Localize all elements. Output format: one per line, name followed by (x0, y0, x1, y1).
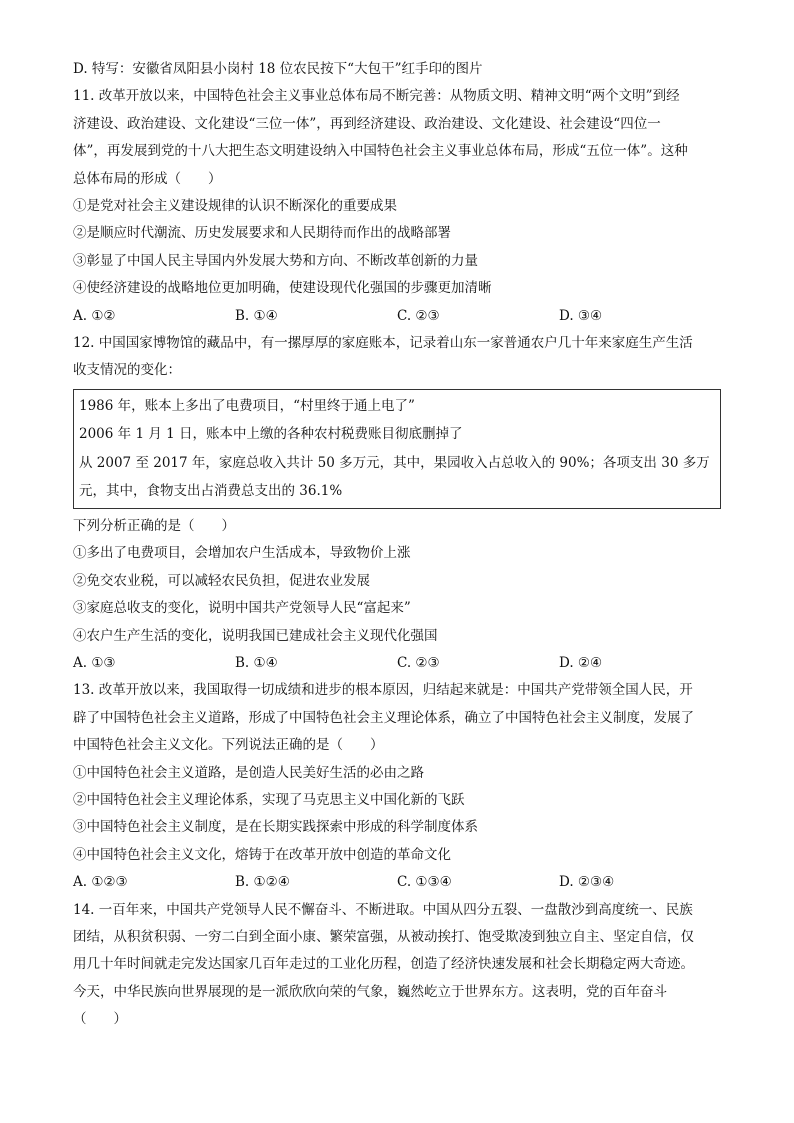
q12-statement: ①多出了电费项目，会增加农户生活成本，导致物价上涨 (73, 545, 411, 562)
q11-option-d[interactable]: D. ③④ (559, 307, 603, 324)
q13-option-d[interactable]: D. ②③④ (559, 874, 615, 891)
q12-statement: ②免交农业税，可以减轻农民负担，促进农业发展 (73, 572, 370, 589)
q12-statement: ④农户生产生活的变化，说明我国已建成社会主义现代化强国 (73, 627, 438, 644)
q13-stem-line: 13. 改革开放以来，我国取得一切成绩和进步的根本原因，归结起来就是：中国共产党带领全国人民，开 (73, 682, 693, 699)
q12-stem-line: 收支情况的变化： (73, 362, 181, 379)
q12-options (73, 650, 723, 677)
q11-statement: ④使经济建设的战略地位更加明确，使建设现代化强国的步骤更加清晰 (73, 280, 492, 297)
q14-stem-line: 团结，从积贫积弱、一穷二白到全面小康、繁荣富强，从被动挨打、饱受欺凌到独立自主、坚定自信，仅 (73, 928, 694, 945)
q13-statement: ①中国特色社会主义道路，是创造人民美好生活的必由之路 (73, 764, 424, 781)
q14-stem-line: （ ） (73, 1011, 127, 1028)
q11-option-b[interactable]: B. ①④ (235, 307, 278, 324)
q12-material-line: 2006 年 1 月 1 日，账本中上缴的各种农村税费账目彻底删掉了 (79, 426, 463, 443)
q12-material-line: 从 2007 至 2017 年，家庭总收入共计 50 多万元，其中，果园收入占总收入的 90%；各项支出 30 多万 (79, 454, 710, 471)
q12-statement: ③家庭总收支的变化，说明中国共产党领导人民“富起来” (73, 600, 411, 617)
q12-option-a[interactable]: A. ①③ (73, 655, 116, 672)
q13-stem-line: 中国特色社会主义文化。下列说法正确的是（ ） (73, 737, 384, 754)
q11-statement: ②是顺应时代潮流、历史发展要求和人民期待而作出的战略部署 (73, 225, 451, 242)
q13-stem-line: 辟了中国特色社会主义道路，形成了中国特色社会主义理论体系，确立了中国特色社会主义制度，发展了 (73, 709, 694, 726)
q12-material-line: 元，其中，食物支出占消费总支出的 36.1% (79, 483, 343, 500)
q12-stem-line: 12. 中国国家博物馆的藏品中，有一摞厚厚的家庭账本，记录着山东一家普通农户几十年来家庭生产生活 (73, 334, 693, 351)
q14-stem-line: 14. 一百年来，中国共产党领导人民不懈奋斗、不断进取。中国从四分五裂、一盘散沙到高度统一、民族 (73, 901, 693, 918)
q10-option-d: D. 特写：安徽省凤阳县小岗村 18 位农民按下“大包干”红手印的图片 (73, 61, 483, 77)
q11-stem-line: 体”，再发展到党的十八大把生态文明建设纳入中国特色社会主义事业总体布局，形成“五位一体”。这种 (73, 143, 688, 160)
q13-statement: ③中国特色社会主义制度，是在长期实践探索中形成的科学制度体系 (73, 819, 478, 836)
q14-stem-line: 今天，中华民族向世界展现的是一派欣欣向荣的气象，巍然屹立于世界东方。这表明，党的百年奋斗 (73, 983, 667, 1000)
q14-stem-line: 用几十年时间就走完发达国家几百年走过的工业化历程，创造了经济快速发展和社会长期稳定两大奇迹。 (73, 956, 694, 973)
q13-option-a[interactable]: A. ①②③ (73, 874, 128, 891)
q13-options (73, 869, 723, 896)
q13-option-c[interactable]: C. ①③④ (397, 874, 452, 891)
q12-material-box (73, 389, 721, 509)
q13-statement: ④中国特色社会主义文化，熔铸于在改革开放中创造的革命文化 (73, 846, 451, 863)
q13-option-b[interactable]: B. ①②④ (235, 874, 290, 891)
q12-option-c[interactable]: C. ②③ (397, 655, 440, 672)
q12-option-d[interactable]: D. ②④ (559, 655, 603, 672)
q11-option-a[interactable]: A. ①② (73, 307, 116, 324)
q12-question: 下列分析正确的是（ ） (73, 518, 235, 535)
q11-options (73, 303, 723, 330)
q13-statement: ②中国特色社会主义理论体系，实现了马克思主义中国化新的飞跃 (73, 791, 465, 808)
q11-stem-line: 总体布局的形成（ ） (73, 170, 222, 187)
q11-statement: ①是党对社会主义建设规律的认识不断深化的重要成果 (73, 197, 397, 214)
q11-stem-line: 11. 改革开放以来，中国特色社会主义事业总体布局不断完善：从物质文明、精神文明“两个文明”到经 (73, 88, 680, 105)
q12-option-b[interactable]: B. ①④ (235, 655, 278, 672)
q11-option-c[interactable]: C. ②③ (397, 307, 440, 324)
q11-stem-line: 济建设、政治建设、文化建设“三位一体”，再到经济建设、政治建设、文化建设、社会建设“四位一 (73, 115, 661, 132)
q12-material-line: 1986 年，账本上多出了电费项目，“村里终于通上电了” (79, 397, 415, 414)
q11-statement: ③彰显了中国人民主导国内外发展大势和方向、不断改革创新的力量 (73, 252, 478, 269)
exam-page (73, 56, 723, 1033)
